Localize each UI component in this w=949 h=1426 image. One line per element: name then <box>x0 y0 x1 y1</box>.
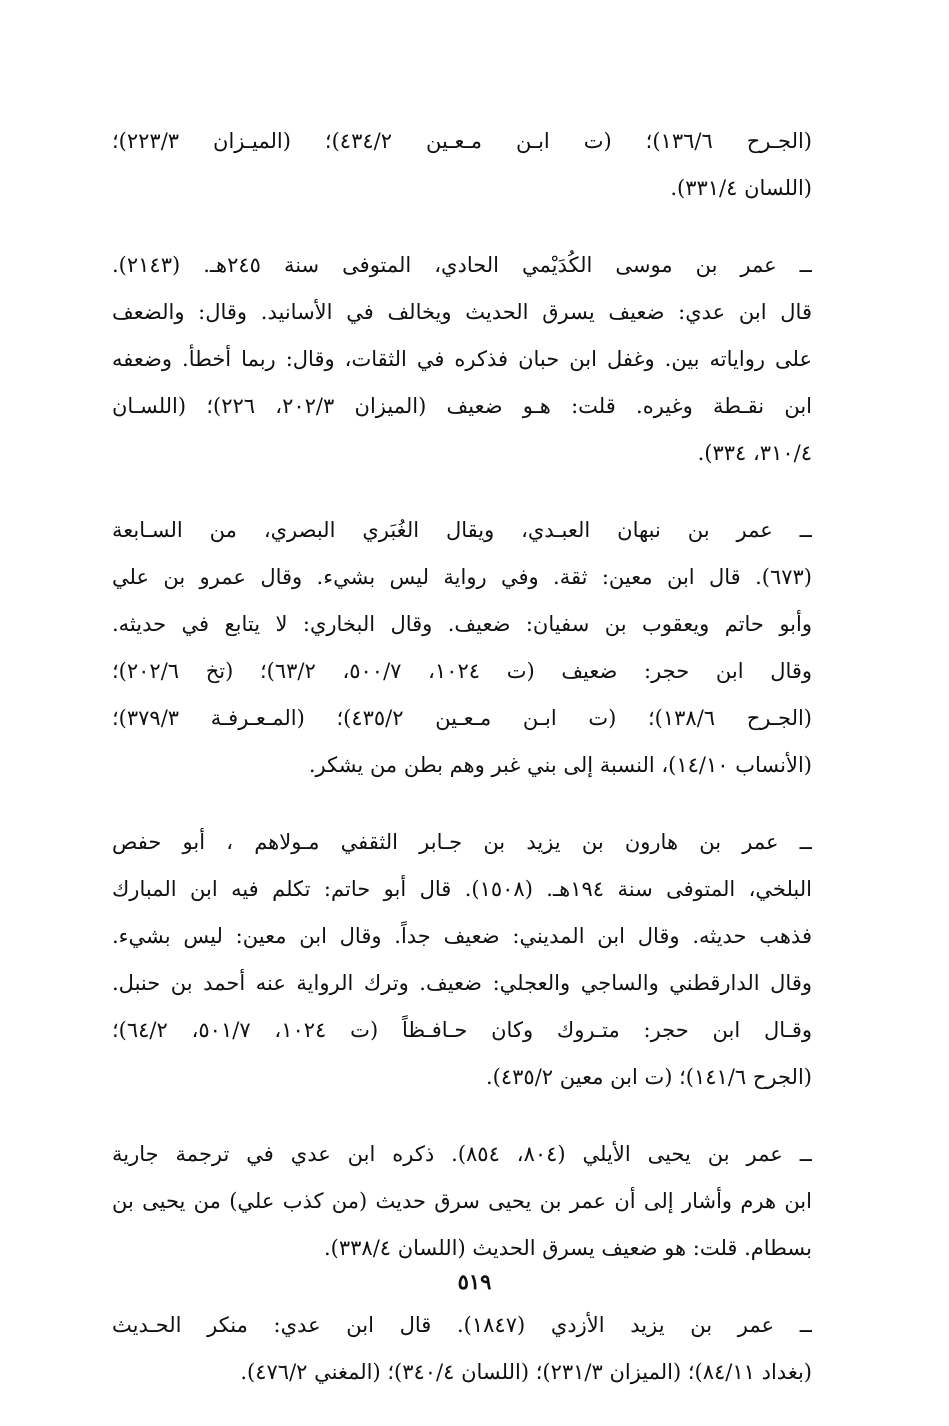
entry-continuation <box>112 118 812 212</box>
text-line: وأبو حاتم ويعقوب بن سفيان: ضعيف. وقال البخاري: لا يتابع في حديثه. <box>112 612 812 636</box>
entry-umar-ibn-nabhan <box>112 507 812 789</box>
text-line: (بغداد ٨٤/١١)؛ (الميزان ٢٣١/٣)؛ (اللسان ٣٤٠/٤)؛ (المغني ٤٧٦/٢). <box>240 1360 812 1384</box>
text-line: (الأنساب ١٤/١٠)، النسبة إلى بني غبر وهم بطن من يشكر. <box>308 753 812 777</box>
text-line: ــ عمر بن يحيى الأيلي (٨٠٤، ٨٥٤). ذكره ابن عدي في ترجمة جارية <box>112 1142 812 1166</box>
text-line: فذهب حديثه. وقال ابن المديني: ضعيف جداً. وقال ابن معين: ليس بشيء. <box>112 924 812 948</box>
page-number: ٥١٩ <box>457 1269 492 1294</box>
text-line: وقال الدارقطني والساجي والعجلي: ضعيف. وترك الرواية عنه أحمد بن حنبل. <box>112 971 812 995</box>
text-line: وقال ابن حجر: ضعيف (ت ١٠٢٤، ٥٠٠/٧، ٦٣/٢)؛ (تخ ٢٠٢/٦)؛ <box>112 659 812 683</box>
text-line: (الجـرح ١٣٨/٦)؛ (ت ابـن مـعـين ٤٣٥/٢)؛ (المـعـرفـة ٣٧٩/٣)؛ <box>112 706 812 730</box>
text-line: ــ عمر بن نبهان العبـدي، ويقال الغُبَري البصري، من السـابعة <box>112 518 812 542</box>
text-line: ابن نقـطة وغيره. قلت: هـو ضعيف (الميزان ٢٠٢/٣، ٢٢٦)؛ (اللسـان <box>112 394 812 418</box>
text-line: (الجرح ١٤١/٦)؛ (ت ابن معين ٤٣٥/٢). <box>486 1065 812 1089</box>
text-line: وقـال ابن حجر: متـروك وكان حـافـظاً (ت ١٠٢٤، ٥٠١/٧، ٦٤/٢)؛ <box>112 1018 812 1042</box>
entry-umar-ibn-harun <box>112 819 812 1101</box>
entry-umar-ibn-musa <box>112 242 812 477</box>
text-line: ابن هرم وأشار إلى أن عمر بن يحيى سرق حديث (من كذب علي) من يحيى بن <box>112 1189 812 1213</box>
entry-umar-ibn-yazid <box>112 1302 812 1396</box>
text-line: ــ عمر بن موسى الكُدَيْمي الحادي، المتوفى سنة ٢٤٥هـ. (٢١٤٣). <box>112 253 812 277</box>
page-body <box>112 118 812 1426</box>
text-line: ٣١٠/٤، ٣٣٤). <box>697 441 812 465</box>
text-line: (اللسان ٣٣١/٤). <box>670 176 812 200</box>
text-line: بسطام. قلت: هو ضعيف يسرق الحديث (اللسان ٣٣٨/٤). <box>323 1236 812 1260</box>
text-line: البلخي، المتوفى سنة ١٩٤هـ. (١٥٠٨). قال أبو حاتم: تكلم فيه ابن المبارك <box>112 877 812 901</box>
text-line: (٦٧٣). قال ابن معين: ثقة. وفي رواية ليس بشيء. وقال عمرو بن علي <box>112 565 812 589</box>
text-line: قال ابن عدي: ضعيف يسرق الحديث ويخالف في الأسانيد. وقال: والضعف <box>112 300 812 324</box>
entry-umar-ibn-yahya <box>112 1131 812 1272</box>
text-line: (الجـرح ١٣٦/٦)؛ (ت ابـن مـعـين ٤٣٤/٢)؛ (الميـزان ٢٢٣/٣)؛ <box>112 129 812 153</box>
text-line: ــ عمر بن هارون بن يزيد بن جـابر الثقفي مـولاهم ، أبو حفص <box>112 830 812 854</box>
text-line: ــ عمر بن يزيد الأزدي (١٨٤٧). قال ابن عدي: منكر الحـديث <box>112 1313 812 1337</box>
text-line: على رواياته بين. وغفل ابن حبان فذكره في الثقات، وقال: ربما أخطأ. وضعفه <box>112 347 812 371</box>
